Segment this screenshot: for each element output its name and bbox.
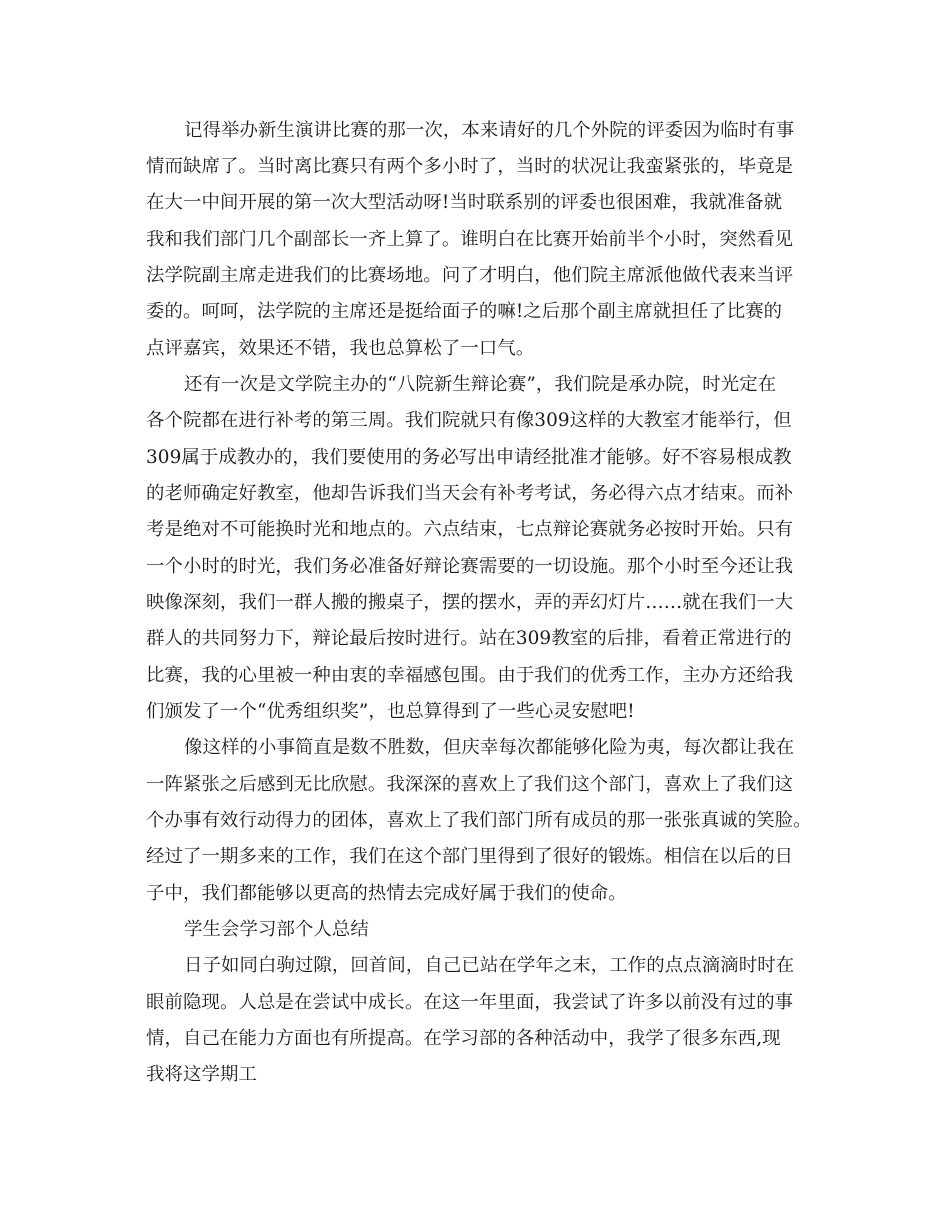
text-line: 法学院副主席走进我们的比赛场地。问了才明白，他们院主席派他做代表来当评 — [146, 265, 794, 286]
text-line: 群人的共同努力下，辩论最后按时进行。站在309教室的后排，看着正常进行的 — [146, 628, 792, 649]
text-line: 的老师确定好教室，他却告诉我们当天会有补考考试，务必得六点才结束。而补 — [146, 483, 794, 504]
text-line: 子中，我们都能够以更高的热情去完成好属于我们的使命。 — [146, 883, 627, 904]
section-heading: 学生会学习部个人总结 — [184, 919, 369, 940]
text-line: 们颁发了一个“优秀组织奖”，也总算得到了一些心灵安慰吧! — [146, 701, 635, 722]
text-line: 委的。呵呵，法学院的主席还是挺给面子的嘛!之后那个副主席就担任了比赛的 — [146, 301, 783, 322]
text-line: 我和我们部门几个副部长一齐上算了。谁明白在比赛开始前半个小时，突然看见 — [146, 229, 794, 250]
text-line: 情而缺席了。当时离比赛只有两个多小时了，当时的状况让我蛮紧张的，毕竟是 — [146, 156, 794, 177]
text-line: 比赛，我的心里被一种由衷的幸福感包围。由于我们的优秀工作，主办方还给我 — [146, 665, 794, 686]
text-line: 映像深刻，我们一群人搬的搬桌子，摆的摆水，弄的弄幻灯片……就在我们一大 — [146, 592, 794, 613]
text-line: 在大一中间开展的第一次大型活动呀!当时联系别的评委也很困难，我就准备就 — [146, 192, 783, 213]
text-line: 点评嘉宾，效果还不错，我也总算松了一口气。 — [146, 338, 535, 359]
text-line: 一个小时的时光，我们务必准备好辩论赛需要的一切设施。那个小时至今还让我 — [146, 556, 794, 577]
text-line: 我将这学期工 — [146, 1064, 257, 1085]
text-line: 一阵紧张之后感到无比欣慰。我深深的喜欢上了我们这个部门，喜欢上了我们这 — [146, 774, 794, 795]
text-line: 像这样的小事简直是数不胜数，但庆幸每次都能够化险为夷，每次都让我在 — [184, 737, 795, 758]
text-line: 日子如同白驹过隙，回首间，自己已站在学年之末，工作的点点滴滴时时在 — [184, 955, 795, 976]
text-line: 眼前隐现。人总是在尝试中成长。在这一年里面，我尝试了许多以前没有过的事 — [146, 992, 794, 1013]
text-line: 经过了一期多来的工作，我们在这个部门里得到了很好的锻炼。相信在以后的日 — [146, 846, 794, 867]
text-line: 情，自己在能力方面也有所提高。在学习部的各种活动中，我学了很多东西,现 — [146, 1028, 781, 1049]
text-line: 各个院都在进行补考的第三周。我们院就只有像309这样的大教室才能举行，但 — [146, 410, 792, 431]
text-line: 记得举办新生演讲比赛的那一次，本来请好的几个外院的评委因为临时有事 — [184, 120, 795, 141]
text-line: 考是绝对不可能换时光和地点的。六点结束，七点辩论赛就务必按时开始。只有 — [146, 519, 794, 540]
text-line: 309属于成教办的，我们要使用的务必写出申请经批准才能够。好不容易根成教 — [146, 447, 792, 468]
text-line: 个办事有效行动得力的团体，喜欢上了我们部门所有成员的那一张张真诚的笑脸。 — [146, 810, 812, 831]
text-line: 还有一次是文学院主办的“八院新生辩论赛”，我们院是承办院，时光定在 — [184, 374, 777, 395]
